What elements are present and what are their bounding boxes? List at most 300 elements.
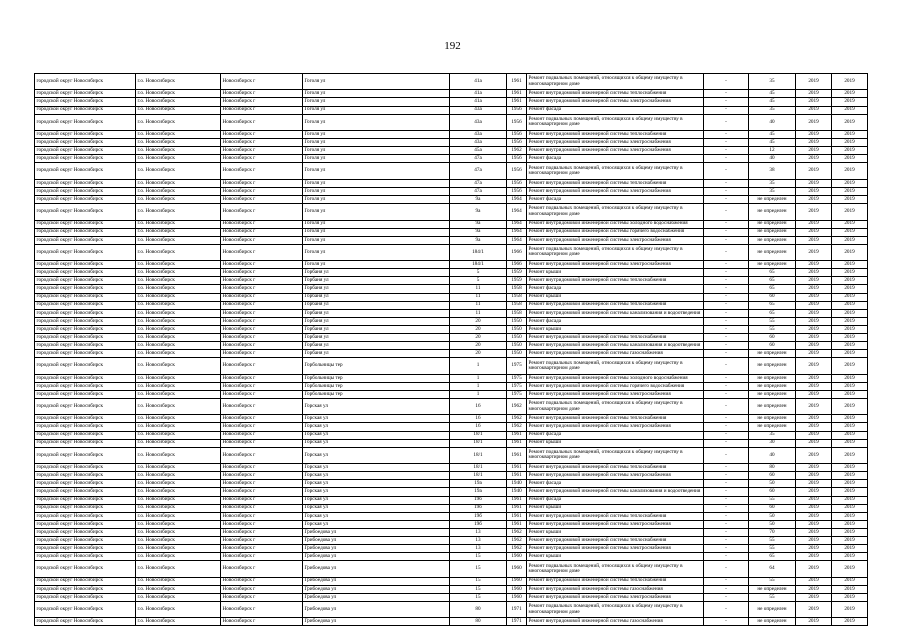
table-row bbox=[35, 447, 868, 463]
street-cell: Гоголя ул bbox=[303, 261, 450, 269]
work-type-cell: Ремонт внутридомовой инженерной системы газоснабжения bbox=[527, 585, 704, 593]
dash-cell: - bbox=[704, 155, 749, 163]
plan-year-end-cell: 2019 bbox=[832, 488, 868, 496]
build-year-cell: 1964 bbox=[507, 236, 527, 244]
table-row bbox=[35, 390, 868, 398]
settlement-cell: г.о. Новосибирск bbox=[136, 179, 221, 187]
build-year-cell: 1940 bbox=[507, 480, 527, 488]
settlement-cell: г.о. Новосибирск bbox=[136, 464, 221, 472]
house-number-cell: 184/1 bbox=[450, 244, 507, 260]
dash-cell: - bbox=[704, 147, 749, 155]
build-year-cell: 1958 bbox=[507, 293, 527, 301]
table-row bbox=[35, 317, 868, 325]
wear-percent-cell: 55 bbox=[749, 317, 796, 325]
wear-percent-cell: 45 bbox=[749, 90, 796, 98]
municipality-cell: городской округ Новосибирск bbox=[35, 512, 136, 520]
table-row bbox=[35, 269, 868, 277]
plan-year-start-cell: 2019 bbox=[796, 293, 832, 301]
municipality-cell: городской округ Новосибирск bbox=[35, 480, 136, 488]
plan-year-start-cell: 2019 bbox=[796, 431, 832, 439]
house-number-cell: 18/1 bbox=[450, 464, 507, 472]
settlement-cell: г.о. Новосибирск bbox=[136, 90, 221, 98]
settlement-cell: г.о. Новосибирск bbox=[136, 601, 221, 617]
plan-year-end-cell: 2019 bbox=[832, 472, 868, 480]
municipality-cell: городской округ Новосибирск bbox=[35, 114, 136, 130]
municipality-cell: городской округ Новосибирск bbox=[35, 147, 136, 155]
wear-percent-cell: 65 bbox=[749, 285, 796, 293]
house-number-cell: 20 bbox=[450, 317, 507, 325]
plan-year-end-cell: 2019 bbox=[832, 131, 868, 139]
dash-cell: - bbox=[704, 520, 749, 528]
table-row bbox=[35, 577, 868, 585]
wear-percent-cell: 35 bbox=[749, 106, 796, 114]
work-type-cell: Ремонт фасада bbox=[527, 106, 704, 114]
locality-cell: Новосибирск г bbox=[221, 114, 303, 130]
table-row bbox=[35, 464, 868, 472]
work-type-cell: Ремонт внутридомовой инженерной системы теплоснабжения bbox=[527, 334, 704, 342]
plan-year-end-cell: 2019 bbox=[832, 528, 868, 536]
plan-year-end-cell: 2019 bbox=[832, 163, 868, 179]
plan-year-start-cell: 2019 bbox=[796, 398, 832, 414]
dash-cell: - bbox=[704, 553, 749, 561]
plan-year-start-cell: 2019 bbox=[796, 106, 832, 114]
settlement-cell: г.о. Новосибирск bbox=[136, 236, 221, 244]
work-type-cell: Ремонт внутридомовой инженерной системы канализования и водоотведения bbox=[527, 488, 704, 496]
house-number-cell: 20 bbox=[450, 334, 507, 342]
locality-cell: Новосибирск г bbox=[221, 309, 303, 317]
municipality-cell: городской округ Новосибирск bbox=[35, 285, 136, 293]
house-number-cell: 80 bbox=[450, 618, 507, 626]
municipality-cell: городской округ Новосибирск bbox=[35, 325, 136, 333]
plan-year-end-cell: 2019 bbox=[832, 577, 868, 585]
house-number-cell: 9а bbox=[450, 204, 507, 220]
plan-year-start-cell: 2019 bbox=[796, 204, 832, 220]
dash-cell: - bbox=[704, 301, 749, 309]
wear-percent-cell: не определен bbox=[749, 601, 796, 617]
street-cell: Горбаня ул bbox=[303, 269, 450, 277]
dash-cell: - bbox=[704, 90, 749, 98]
wear-percent-cell: не определен bbox=[749, 358, 796, 374]
municipality-cell: городской округ Новосибирск bbox=[35, 350, 136, 358]
house-number-cell: 43а bbox=[450, 139, 507, 147]
municipality-cell: городской округ Новосибирск bbox=[35, 74, 136, 90]
table-row bbox=[35, 228, 868, 236]
locality-cell: Новосибирск г bbox=[221, 147, 303, 155]
work-type-cell: Ремонт фасада bbox=[527, 317, 704, 325]
work-type-cell: Ремонт фасада bbox=[527, 196, 704, 204]
work-type-cell: Ремонт внутридомовой инженерной системы канализования и водоотведения bbox=[527, 309, 704, 317]
plan-year-end-cell: 2019 bbox=[832, 106, 868, 114]
wear-percent-cell: 12 bbox=[749, 147, 796, 155]
locality-cell: Новосибирск г bbox=[221, 90, 303, 98]
settlement-cell: г.о. Новосибирск bbox=[136, 398, 221, 414]
locality-cell: Новосибирск г bbox=[221, 358, 303, 374]
table-row bbox=[35, 472, 868, 480]
street-cell: Горская ул bbox=[303, 520, 450, 528]
work-type-cell: Ремонт внутридомовой инженерной системы газоснабжения bbox=[527, 350, 704, 358]
plan-year-start-cell: 2019 bbox=[796, 196, 832, 204]
dash-cell: - bbox=[704, 196, 749, 204]
build-year-cell: 1961 bbox=[507, 98, 527, 106]
locality-cell: Новосибирск г bbox=[221, 228, 303, 236]
wear-percent-cell: не определен bbox=[749, 585, 796, 593]
street-cell: Гоголя ул bbox=[303, 131, 450, 139]
table-row bbox=[35, 618, 868, 626]
build-year-cell: 1961 bbox=[507, 74, 527, 90]
municipality-cell: городской округ Новосибирск bbox=[35, 204, 136, 220]
wear-percent-cell: 55 bbox=[749, 593, 796, 601]
table-row bbox=[35, 398, 868, 414]
municipality-cell: городской округ Новосибирск bbox=[35, 585, 136, 593]
dash-cell: - bbox=[704, 204, 749, 220]
wear-percent-cell: 50 bbox=[749, 512, 796, 520]
settlement-cell: г.о. Новосибирск bbox=[136, 536, 221, 544]
street-cell: Горбольницы тер bbox=[303, 390, 450, 398]
street-cell: Грибоедова ул bbox=[303, 577, 450, 585]
street-cell: Горбаня ул bbox=[303, 309, 450, 317]
dash-cell: - bbox=[704, 342, 749, 350]
plan-year-end-cell: 2019 bbox=[832, 431, 868, 439]
dash-cell: - bbox=[704, 447, 749, 463]
work-type-cell: Ремонт внутридомовой инженерной системы теплоснабжения bbox=[527, 179, 704, 187]
build-year-cell: 1966 bbox=[507, 244, 527, 260]
wear-percent-cell: 55 bbox=[749, 545, 796, 553]
settlement-cell: г.о. Новосибирск bbox=[136, 139, 221, 147]
plan-year-start-cell: 2019 bbox=[796, 277, 832, 285]
plan-year-end-cell: 2019 bbox=[832, 293, 868, 301]
settlement-cell: г.о. Новосибирск bbox=[136, 585, 221, 593]
plan-year-start-cell: 2019 bbox=[796, 553, 832, 561]
house-number-cell: 11 bbox=[450, 309, 507, 317]
municipality-cell: городской округ Новосибирск bbox=[35, 496, 136, 504]
street-cell: Горская ул bbox=[303, 439, 450, 447]
plan-year-start-cell: 2019 bbox=[796, 269, 832, 277]
work-type-cell: Ремонт внутридомовой инженерной системы электроснабжения bbox=[527, 98, 704, 106]
plan-year-start-cell: 2019 bbox=[796, 131, 832, 139]
build-year-cell: 1961 bbox=[507, 496, 527, 504]
plan-year-end-cell: 2019 bbox=[832, 90, 868, 98]
build-year-cell: 1975 bbox=[507, 382, 527, 390]
dash-cell: - bbox=[704, 114, 749, 130]
locality-cell: Новосибирск г bbox=[221, 374, 303, 382]
wear-percent-cell: 30 bbox=[749, 439, 796, 447]
table-row bbox=[35, 163, 868, 179]
settlement-cell: г.о. Новосибирск bbox=[136, 261, 221, 269]
house-number-cell: 43а bbox=[450, 114, 507, 130]
street-cell: Гоголя ул bbox=[303, 106, 450, 114]
plan-year-start-cell: 2019 bbox=[796, 545, 832, 553]
plan-year-start-cell: 2019 bbox=[796, 561, 832, 577]
street-cell: Грибоедова ул bbox=[303, 601, 450, 617]
dash-cell: - bbox=[704, 618, 749, 626]
locality-cell: Новосибирск г bbox=[221, 261, 303, 269]
street-cell: Горбаня ул bbox=[303, 277, 450, 285]
table-row bbox=[35, 196, 868, 204]
table-row bbox=[35, 601, 868, 617]
settlement-cell: г.о. Новосибирск bbox=[136, 334, 221, 342]
locality-cell: Новосибирск г bbox=[221, 545, 303, 553]
municipality-cell: городской округ Новосибирск bbox=[35, 98, 136, 106]
dash-cell: - bbox=[704, 528, 749, 536]
house-number-cell: 18/1 bbox=[450, 431, 507, 439]
dash-cell: - bbox=[704, 236, 749, 244]
table-row bbox=[35, 220, 868, 228]
table-row bbox=[35, 593, 868, 601]
plan-year-end-cell: 2019 bbox=[832, 285, 868, 293]
locality-cell: Новосибирск г bbox=[221, 277, 303, 285]
locality-cell: Новосибирск г bbox=[221, 488, 303, 496]
municipality-cell: городской округ Новосибирск bbox=[35, 342, 136, 350]
locality-cell: Новосибирск г bbox=[221, 179, 303, 187]
plan-year-end-cell: 2019 bbox=[832, 236, 868, 244]
street-cell: Гоголя ул bbox=[303, 228, 450, 236]
municipality-cell: городской округ Новосибирск bbox=[35, 423, 136, 431]
settlement-cell: г.о. Новосибирск bbox=[136, 390, 221, 398]
street-cell: Грибоедова ул bbox=[303, 528, 450, 536]
build-year-cell: 1959 bbox=[507, 277, 527, 285]
wear-percent-cell: не определен bbox=[749, 261, 796, 269]
street-cell: Гоголя ул bbox=[303, 90, 450, 98]
plan-year-start-cell: 2019 bbox=[796, 317, 832, 325]
house-number-cell: 16 bbox=[450, 398, 507, 414]
plan-year-end-cell: 2019 bbox=[832, 464, 868, 472]
work-type-cell: Ремонт внутридомовой инженерной системы горячего водоснабжения bbox=[527, 382, 704, 390]
municipality-cell: городской округ Новосибирск bbox=[35, 382, 136, 390]
build-year-cell: 1964 bbox=[507, 204, 527, 220]
build-year-cell: 1956 bbox=[507, 139, 527, 147]
plan-year-start-cell: 2019 bbox=[796, 480, 832, 488]
municipality-cell: городской округ Новосибирск bbox=[35, 431, 136, 439]
settlement-cell: г.о. Новосибирск bbox=[136, 269, 221, 277]
build-year-cell: 1961 bbox=[507, 431, 527, 439]
locality-cell: Новосибирск г bbox=[221, 431, 303, 439]
build-year-cell: 1950 bbox=[507, 350, 527, 358]
municipality-cell: городской округ Новосибирск bbox=[35, 293, 136, 301]
settlement-cell: г.о. Новосибирск bbox=[136, 577, 221, 585]
table-row bbox=[35, 131, 868, 139]
street-cell: Горбаня ул bbox=[303, 317, 450, 325]
locality-cell: Новосибирск г bbox=[221, 415, 303, 423]
work-type-cell: Ремонт внутридомовой инженерной системы теплоснабжения bbox=[527, 577, 704, 585]
settlement-cell: г.о. Новосибирск bbox=[136, 98, 221, 106]
house-number-cell: 43а bbox=[450, 106, 507, 114]
municipality-cell: городской округ Новосибирск bbox=[35, 545, 136, 553]
municipality-cell: городской округ Новосибирск bbox=[35, 601, 136, 617]
plan-year-start-cell: 2019 bbox=[796, 358, 832, 374]
house-number-cell: 9а bbox=[450, 196, 507, 204]
plan-year-start-cell: 2019 bbox=[796, 350, 832, 358]
plan-year-start-cell: 2019 bbox=[796, 309, 832, 317]
wear-percent-cell: не определен bbox=[749, 244, 796, 260]
plan-year-start-cell: 2019 bbox=[796, 139, 832, 147]
work-type-cell: Ремонт внутридомовой инженерной системы газоснабжения bbox=[527, 618, 704, 626]
house-number-cell: 80 bbox=[450, 601, 507, 617]
house-number-cell: 19б bbox=[450, 504, 507, 512]
build-year-cell: 1960 bbox=[507, 561, 527, 577]
plan-year-end-cell: 2019 bbox=[832, 398, 868, 414]
plan-year-start-cell: 2019 bbox=[796, 220, 832, 228]
street-cell: Грибоедова ул bbox=[303, 536, 450, 544]
plan-year-start-cell: 2019 bbox=[796, 415, 832, 423]
table-row bbox=[35, 277, 868, 285]
table-row bbox=[35, 98, 868, 106]
plan-year-start-cell: 2019 bbox=[796, 147, 832, 155]
table-row bbox=[35, 520, 868, 528]
dash-cell: - bbox=[704, 139, 749, 147]
table-row bbox=[35, 431, 868, 439]
build-year-cell: 1975 bbox=[507, 374, 527, 382]
dash-cell: - bbox=[704, 269, 749, 277]
wear-percent-cell: не определен bbox=[749, 390, 796, 398]
municipality-cell: городской округ Новосибирск bbox=[35, 139, 136, 147]
work-type-cell: Ремонт внутридомовой инженерной системы электроснабжения bbox=[527, 139, 704, 147]
settlement-cell: г.о. Новосибирск bbox=[136, 480, 221, 488]
dash-cell: - bbox=[704, 131, 749, 139]
table-row bbox=[35, 342, 868, 350]
wear-percent-cell: 70 bbox=[749, 528, 796, 536]
build-year-cell: 1961 bbox=[507, 439, 527, 447]
work-type-cell: Ремонт внутридомовой инженерной системы теплоснабжения bbox=[527, 90, 704, 98]
locality-cell: Новосибирск г bbox=[221, 317, 303, 325]
street-cell: Горбольницы тер bbox=[303, 374, 450, 382]
locality-cell: Новосибирск г bbox=[221, 204, 303, 220]
municipality-cell: городской округ Новосибирск bbox=[35, 464, 136, 472]
plan-year-start-cell: 2019 bbox=[796, 585, 832, 593]
settlement-cell: г.о. Новосибирск bbox=[136, 301, 221, 309]
settlement-cell: г.о. Новосибирск bbox=[136, 553, 221, 561]
street-cell: Грибоедова ул bbox=[303, 561, 450, 577]
table-row bbox=[35, 204, 868, 220]
work-type-cell: Ремонт крыши bbox=[527, 269, 704, 277]
plan-year-start-cell: 2019 bbox=[796, 374, 832, 382]
build-year-cell: 1950 bbox=[507, 334, 527, 342]
build-year-cell: 1966 bbox=[507, 261, 527, 269]
wear-percent-cell: 55 bbox=[749, 496, 796, 504]
house-number-cell: 16 bbox=[450, 415, 507, 423]
municipality-cell: городской округ Новосибирск bbox=[35, 106, 136, 114]
wear-percent-cell: 65 bbox=[749, 309, 796, 317]
settlement-cell: г.о. Новосибирск bbox=[136, 325, 221, 333]
municipality-cell: городской округ Новосибирск bbox=[35, 244, 136, 260]
municipality-cell: городской округ Новосибирск bbox=[35, 618, 136, 626]
plan-year-start-cell: 2019 bbox=[796, 342, 832, 350]
settlement-cell: г.о. Новосибирск bbox=[136, 512, 221, 520]
dash-cell: - bbox=[704, 293, 749, 301]
plan-year-end-cell: 2019 bbox=[832, 98, 868, 106]
work-type-cell: Ремонт внутридомовой инженерной системы электроснабжения bbox=[527, 147, 704, 155]
municipality-cell: городской округ Новосибирск bbox=[35, 536, 136, 544]
municipality-cell: городской округ Новосибирск bbox=[35, 415, 136, 423]
street-cell: Грибоедова ул bbox=[303, 585, 450, 593]
build-year-cell: 1964 bbox=[507, 220, 527, 228]
municipality-cell: городской округ Новосибирск bbox=[35, 90, 136, 98]
plan-year-end-cell: 2019 bbox=[832, 504, 868, 512]
plan-year-end-cell: 2019 bbox=[832, 277, 868, 285]
municipality-cell: городской округ Новосибирск bbox=[35, 236, 136, 244]
build-year-cell: 1975 bbox=[507, 358, 527, 374]
street-cell: Горская ул bbox=[303, 447, 450, 463]
plan-year-end-cell: 2019 bbox=[832, 585, 868, 593]
municipality-cell: городской округ Новосибирск bbox=[35, 439, 136, 447]
build-year-cell: 1956 bbox=[507, 155, 527, 163]
house-number-cell: 43а bbox=[450, 131, 507, 139]
wear-percent-cell: 45 bbox=[749, 98, 796, 106]
build-year-cell: 1956 bbox=[507, 179, 527, 187]
locality-cell: Новосибирск г bbox=[221, 398, 303, 414]
municipality-cell: городской округ Новосибирск bbox=[35, 131, 136, 139]
table-row bbox=[35, 114, 868, 130]
house-number-cell: 18/1 bbox=[450, 472, 507, 480]
settlement-cell: г.о. Новосибирск bbox=[136, 593, 221, 601]
table-row bbox=[35, 545, 868, 553]
street-cell: Гоголя ул bbox=[303, 163, 450, 179]
plan-year-start-cell: 2019 bbox=[796, 285, 832, 293]
house-number-cell: 20 bbox=[450, 325, 507, 333]
wear-percent-cell: не определен bbox=[749, 382, 796, 390]
street-cell: Гоголя ул bbox=[303, 114, 450, 130]
locality-cell: Новосибирск г bbox=[221, 269, 303, 277]
settlement-cell: г.о. Новосибирск bbox=[136, 545, 221, 553]
work-type-cell: Ремонт крыши bbox=[527, 553, 704, 561]
plan-year-end-cell: 2019 bbox=[832, 204, 868, 220]
house-number-cell: 13 bbox=[450, 536, 507, 544]
dash-cell: - bbox=[704, 398, 749, 414]
settlement-cell: г.о. Новосибирск bbox=[136, 488, 221, 496]
street-cell: Гоголя ул bbox=[303, 220, 450, 228]
build-year-cell: 1975 bbox=[507, 390, 527, 398]
plan-year-end-cell: 2019 bbox=[832, 496, 868, 504]
settlement-cell: г.о. Новосибирск bbox=[136, 561, 221, 577]
work-type-cell: Ремонт внутридомовой инженерной системы электроснабжения bbox=[527, 423, 704, 431]
plan-year-start-cell: 2019 bbox=[796, 577, 832, 585]
house-number-cell: 47а bbox=[450, 179, 507, 187]
plan-year-end-cell: 2019 bbox=[832, 423, 868, 431]
plan-year-start-cell: 2019 bbox=[796, 382, 832, 390]
house-number-cell: 41а bbox=[450, 74, 507, 90]
settlement-cell: г.о. Новосибирск bbox=[136, 293, 221, 301]
wear-percent-cell: 55 bbox=[749, 536, 796, 544]
street-cell: Горская ул bbox=[303, 431, 450, 439]
locality-cell: Новосибирск г bbox=[221, 293, 303, 301]
settlement-cell: г.о. Новосибирск bbox=[136, 342, 221, 350]
work-type-cell: Ремонт внутридомовой инженерной системы горячего водоснабжения bbox=[527, 228, 704, 236]
table-row bbox=[35, 293, 868, 301]
build-year-cell: 1959 bbox=[507, 269, 527, 277]
locality-cell: Новосибирск г bbox=[221, 618, 303, 626]
street-cell: Горская ул bbox=[303, 423, 450, 431]
plan-year-start-cell: 2019 bbox=[796, 512, 832, 520]
work-type-cell: Ремонт подвальных помещений, относящихся к общему имуществу в многоквартирном доме bbox=[527, 561, 704, 577]
municipality-cell: городской округ Новосибирск bbox=[35, 228, 136, 236]
dash-cell: - bbox=[704, 317, 749, 325]
settlement-cell: г.о. Новосибирск bbox=[136, 496, 221, 504]
street-cell: Гоголя ул bbox=[303, 196, 450, 204]
build-year-cell: 1971 bbox=[507, 618, 527, 626]
street-cell: Горбаня ул bbox=[303, 285, 450, 293]
street-cell: Горская ул bbox=[303, 472, 450, 480]
locality-cell: Новосибирск г bbox=[221, 528, 303, 536]
house-number-cell: 47а bbox=[450, 155, 507, 163]
wear-percent-cell: 45 bbox=[749, 139, 796, 147]
house-number-cell: 15 bbox=[450, 585, 507, 593]
house-number-cell: 11 bbox=[450, 293, 507, 301]
table-row bbox=[35, 415, 868, 423]
dash-cell: - bbox=[704, 98, 749, 106]
locality-cell: Новосибирск г bbox=[221, 98, 303, 106]
plan-year-end-cell: 2019 bbox=[832, 74, 868, 90]
table-row bbox=[35, 423, 868, 431]
plan-year-start-cell: 2019 bbox=[796, 98, 832, 106]
